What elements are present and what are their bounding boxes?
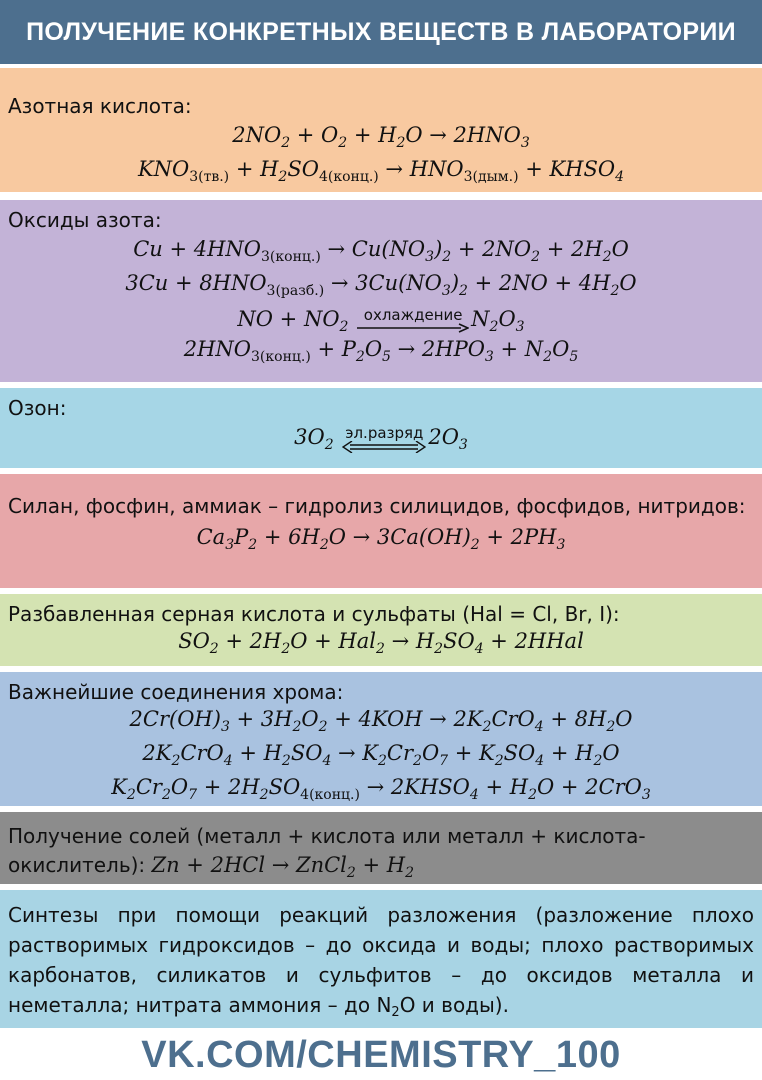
equation: NO + $NO_2$ охлаждение $N_2O_3$ (237, 306, 525, 335)
section-chromium (0, 672, 762, 806)
reaction-arrow: охлаждение (357, 307, 469, 333)
section-label: Получение солей (металл + кислота или металл + кислота- (8, 824, 646, 848)
section-decomposition (0, 890, 762, 1028)
section-label: Силан, фосфин, аммиак – гидролиз силицидов, фосфидов, нитридов: (8, 494, 746, 518)
section-ozone (0, 388, 762, 468)
equation: $Cu + 4HNO_{3(конц.)} \to Cu(NO_3)_2 + 2NO_2 + 2H_2O$ (133, 237, 629, 265)
equation: $2HNO_{3(конц.)} + P_2O_5 \to 2HPO_3 + N_2O_5$ (183, 337, 579, 365)
section-salts (0, 812, 762, 884)
section-sulfuric-acid (0, 594, 762, 666)
equation: $Ca_3P_2 + 6H_2O \to 3Ca(OH)_2 + 2PH_3$ (196, 525, 566, 553)
equation: Zn + 2HCl → ZnCl$_2$ + $H_2$ (151, 853, 414, 881)
section-nitric-acid (0, 68, 762, 192)
section-nitrogen-oxides (0, 200, 762, 382)
equilibrium-arrow: эл.разряд (342, 425, 426, 451)
section-label: Озон: (8, 396, 67, 420)
equation: $3Cu + 8HNO_{3(разб.)} \to 3Cu(NO_3)_2 + 2NO + 4H_2O$ (125, 271, 637, 299)
section-label: Разбавленная серная кислота и сульфаты (Hal = Cl, Br, I): (8, 602, 620, 626)
equation: $KNO_{3(тв.)} + H_2SO_{4(конц.)} \to HNO_{3(дым.)}$ + $KHSO_4$ (137, 157, 625, 185)
section-label: Оксиды азота: (8, 208, 162, 232)
page-title: ПОЛУЧЕНИЕ КОНКРЕТНЫХ ВЕЩЕСТВ В ЛАБОРАТОРИИ (0, 0, 762, 64)
section-hydrides (0, 474, 762, 588)
equation: $3O_2$ эл.разряд $2O_3$ (294, 424, 468, 453)
section-label: Важнейшие соединения хрома: (8, 680, 344, 704)
section-label: Азотная кислота: (8, 94, 192, 118)
equation: $SO_2 + 2H_2O + Hal_2 \to H_2SO_4$ + 2HHal (178, 629, 584, 657)
equation: $2K_2CrO_4 + H_2SO_4 \to K_2Cr_2O_7 + K_2SO_4 + H_2O$ (142, 741, 620, 769)
equation: $2NO_2 + O_2 + H_2O \to 2HNO_3$ (232, 123, 530, 151)
section-label-continued: окислитель): Zn + 2HCl → ZnCl$_2$ + $H_2$ (8, 853, 414, 881)
section-text: Синтезы при помощи реакций разложения (разложение плохо растворимых гидроксидов – до оксида и воды; плохо растворимых карбонатов, силикатов и сульфитов – до оксидов металла и неметалла; нитрата аммония – до $N_2O$ и воды). (8, 903, 754, 1020)
footer-link[interactable]: VK.COM/CHEMISTRY_100 (0, 1030, 762, 1080)
equation: $2Cr(OH)_3 + 3H_2O_2 + 4KOH \to 2K_2CrO_4 + 8H_2O$ (129, 707, 633, 735)
equation: $K_2Cr_2O_7 + 2H_2SO_{4(конц.)}$ → $2KHSO_4 + H_2O + 2CrO_3$ (111, 775, 651, 803)
